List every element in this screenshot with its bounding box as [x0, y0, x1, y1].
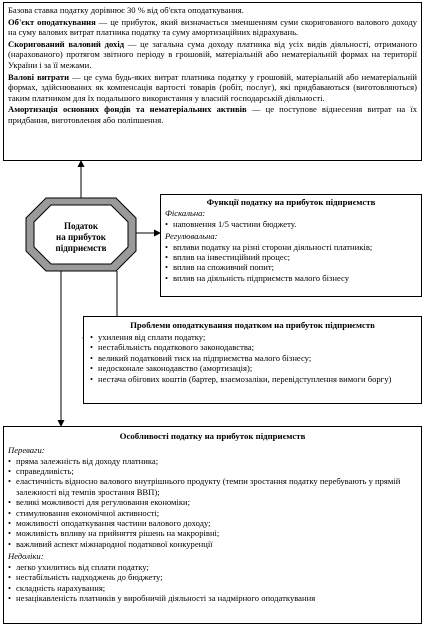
- definition-object: Об'єкт оподаткування — це прибуток, який визначається зменшенням суми скоригованого валового доходу на суму валових витрат платника податку та суму амортизаційних відрахувань.: [8, 16, 417, 38]
- list-item: • впливи податку на різні сторони діяльності платників;: [165, 242, 417, 252]
- fiscal-label: Фіскальна:: [165, 208, 206, 218]
- disadvantages-list: [8, 562, 417, 604]
- fiscal-list: [165, 219, 417, 229]
- list-item: • нестабільність надходжень до бюджету;: [8, 572, 417, 582]
- definitions-box: [3, 2, 422, 161]
- list-item: • складність нарахування;: [8, 583, 417, 593]
- list-item: • пряма залежність від доходу платника;: [8, 456, 417, 466]
- problems-title: Проблеми оподаткування податком на прибуток підприємств: [130, 320, 375, 330]
- list-item: • можливості оподаткування частини валового доходу;: [8, 518, 417, 528]
- list-item: • недосконале законодавство (амортизація);: [90, 363, 415, 373]
- list-item: • важливий аспект міжнародної податкової конкуренції: [8, 539, 417, 549]
- features-box: [3, 426, 422, 624]
- definition-adjusted-income: Скоригований валовий дохід — це загальна сума доходу платника від усіх видів діяльності, отриманого (нарахованого) протягом звітного періоду в грошовій, матеріальній або нематеріальній формах на території України і за її межами.: [8, 38, 418, 70]
- functions-title: Функції податку на прибуток підприємств: [206, 197, 376, 207]
- list-item: • вплив на діяльність підприємств малого бізнесу: [165, 273, 417, 283]
- features-title: Особливості податку на прибуток підприємств: [119, 431, 306, 441]
- list-item: • стимулювання економічної активності;: [8, 508, 417, 518]
- list-item: • нестача обігових коштів (бартер, взаємозаліки, перевідступлення вимоги боргу): [90, 374, 415, 384]
- list-item: • великий податковий тиск на підприємства малого бізнесу;: [90, 353, 415, 363]
- list-item: • еластичність відносно валового внутрішнього продукту (темпи зростання податку перебувають у прямій залежності від темпів зростання ВВП);: [8, 476, 417, 497]
- base-rate-text: Базова ставка податку дорівнює 30 % від об'єкта оподаткування.: [8, 5, 244, 15]
- list-item: • великі можливості для регулювання економіки;: [8, 497, 417, 507]
- list-item: • наповнення 1/5 частини бюджету.: [165, 219, 417, 229]
- list-item: • ухилення від сплати податку;: [90, 332, 415, 342]
- regulatory-label: Регулювальна:: [165, 231, 218, 241]
- advantages-label: Переваги:: [8, 445, 45, 455]
- list-item: • нестабільність податкового законодавства;: [90, 342, 415, 352]
- regulatory-list: [165, 242, 417, 284]
- list-item: • справедливість;: [8, 466, 417, 476]
- disadvantages-label: Недоліки:: [8, 551, 44, 562]
- problems-box: [83, 316, 422, 404]
- list-item: • вплив на інвестиційний процес;: [165, 252, 417, 262]
- list-item: • вплив на споживчий попит;: [165, 262, 417, 272]
- problems-list: [90, 332, 415, 384]
- advantages-list: [8, 456, 417, 550]
- center-node-label: Податок на прибуток підприємств: [55, 221, 107, 253]
- list-item: • легко ухилитись від сплати податку;: [8, 562, 417, 572]
- definition-amortization: Амортизація основних фондів та нематеріальних активів — це поступове віднесення витрат на їх придбання, виготовлення або поліпшення.: [8, 104, 418, 125]
- functions-box: [160, 194, 422, 297]
- list-item: • незацікавленість платників у виробничій діяльності за надмірного оподаткування: [8, 593, 417, 603]
- list-item: • можливість впливу на прийняття рішень на макрорівні;: [8, 528, 417, 538]
- definition-gross-expenses: Валові витрати — це сума будь-яких витрат платника податку у грошовій, матеріальній або нематеріальній формах, здійснюваних як компенсація вартості товарів (робіт, послуг), які придбаваються (виготовляються) таким платником для їх подальшого використання у власній господарській діяльності.: [8, 71, 417, 103]
